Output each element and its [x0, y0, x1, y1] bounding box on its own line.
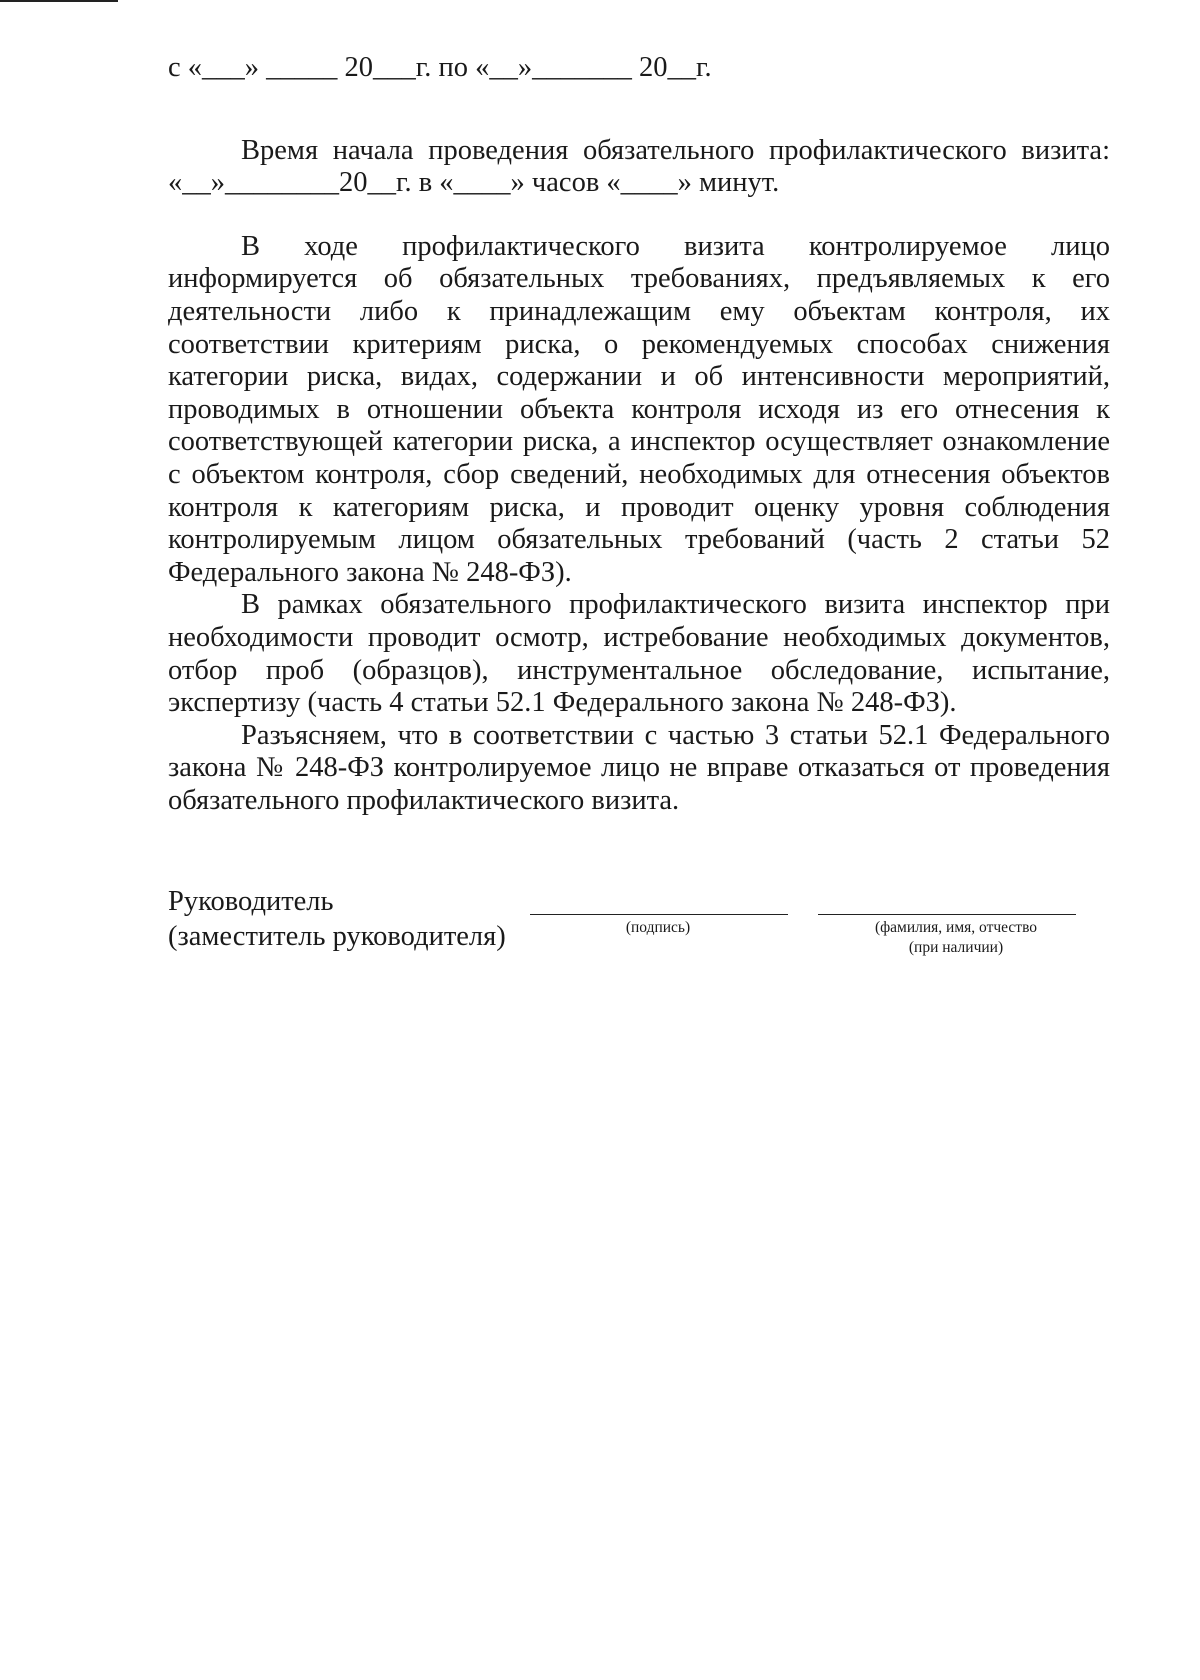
scan-corner-rule — [0, 0, 118, 2]
name-caption-line-2: (при наличии) — [908, 939, 1004, 956]
signature-block — [168, 884, 1088, 994]
period-line: с «___» _____ 20___г. по «__»_______ 20__г. — [168, 52, 712, 83]
signatory-role-line-1: Руководитель — [168, 886, 334, 917]
document-body — [168, 52, 1110, 817]
paragraph-clarification: Разъясняем, что в соответствии с частью 3 статьи 52.1 Федерального закона № 248-ФЗ контролируемое лицо не вправе отказаться от проведения обязательного профилактического визита. — [168, 719, 1110, 816]
paragraph-inspection-info: В ходе профилактического визита контролируемое лицо информируется об обязательных требованиях, предъявляемых к его деятельности либо к принадлежащим ему объектам контроля, их соответствии критериям риска, о рекомендуемых способах снижения категории риска, видах, содержании и об интенсивности мероприятий, проводимых в отношении объекта контроля исходя из его отнесения к соответствующей категории риска, а инспектор осуществляет ознакомление с объектом контроля, сбор сведений, необходимых для отнесения объектов контроля к категориям риска, и проводит оценку уровня соблюдения контролируемым лицом обязательных требований (часть 2 статьи 52 Федерального закона № 248-ФЗ). — [168, 230, 1110, 588]
start-time-line-2: «__»________20__г. в «____» часов «____» минут. — [168, 167, 780, 199]
signature-line — [530, 914, 788, 915]
name-line — [818, 914, 1076, 915]
start-time-line-1: Время начала проведения обязательного профилактического визита: — [241, 134, 1110, 166]
signature-caption: (подпись) — [625, 919, 691, 936]
paragraph-inspection-scope: В рамках обязательного профилактического визита инспектор при необходимости проводит осмотр, истребование необходимых документов, отбор проб (образцов), инструментальное обследование, испытание, экспертизу (часть 4 статьи 52.1 Федерального закона № 248-ФЗ). — [168, 589, 1110, 719]
name-caption-line-1: (фамилия, имя, отчество — [874, 919, 1038, 936]
signatory-role — [168, 884, 506, 954]
signatory-role-line-2: (заместитель руководителя) — [168, 921, 506, 952]
